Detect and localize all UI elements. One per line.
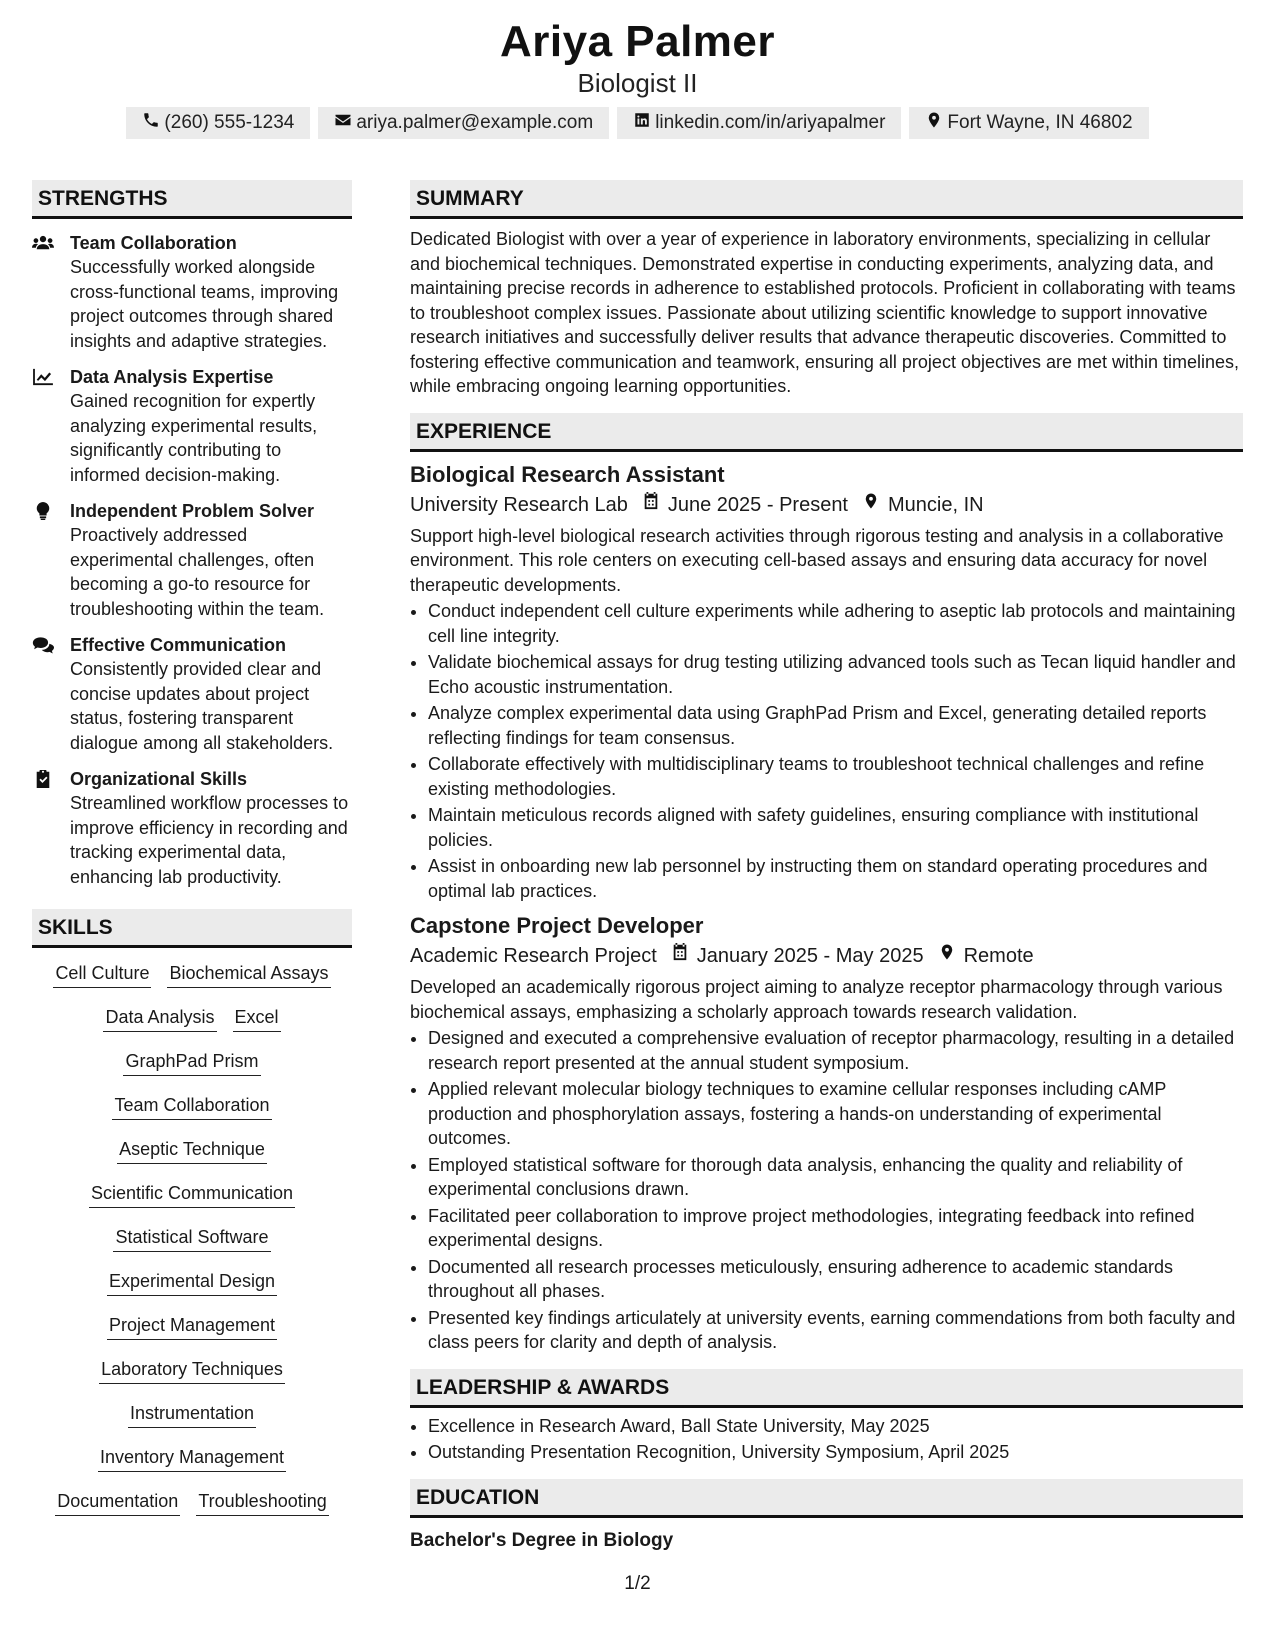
strength-item (32, 231, 352, 353)
linkedin-icon (633, 111, 651, 135)
job-location: Muncie, IN (888, 493, 984, 516)
list-item: • Conduct independent cell culture experiments while adhering to aseptic lab protocols and maintaining cell line integrity. (428, 599, 1243, 648)
strengths-heading: STRENGTHS (32, 180, 352, 219)
chart-line-icon (32, 365, 70, 487)
right-column (410, 180, 1243, 1552)
contact-linkedin[interactable] (617, 107, 901, 139)
skill-tag: Experimental Design (107, 1270, 277, 1296)
skill-tag: Cell Culture (53, 962, 151, 988)
job-dates: January 2025 - May 2025 (696, 945, 924, 967)
list-item: • Designed and executed a comprehensive evaluation of receptor pharmacology, resulting in a detailed research report presented at the annual student symposium. (428, 1026, 1243, 1075)
map-pin-icon (932, 941, 956, 971)
skill-tag: Team Collaboration (112, 1094, 271, 1120)
skill-tag: Project Management (107, 1314, 277, 1340)
list-item: • Facilitated peer collaboration to improve project methodologies, integrating feedback into refined experimental designs. (428, 1204, 1243, 1253)
list-item: • Analyze complex experimental data using GraphPad Prism and Excel, generating detailed reports reflecting findings for team consensus. (428, 701, 1243, 750)
job-description: Support high-level biological research activities through rigorous testing and analysis in a collaborative environment. This role centers on executing cell-based assays and ensuring data accuracy for novel therapeutic developments. (410, 525, 1224, 595)
summary-heading: SUMMARY (410, 180, 1243, 219)
job-bullets (410, 1026, 1243, 1355)
comments-icon (32, 633, 70, 755)
contact-location (909, 107, 1148, 139)
email-text: ariya.palmer@example.com (356, 112, 594, 134)
job-org: Academic Research Project (410, 945, 657, 967)
strength-desc: Streamlined workflow processes to improve efficiency in recording and tracking experimental data, enhancing lab productivity. (70, 793, 349, 887)
awards-heading: LEADERSHIP & AWARDS (410, 1369, 1243, 1408)
skills-heading: SKILLS (32, 909, 352, 948)
strength-item (32, 767, 352, 889)
list-item: • Documented all research processes meticulously, ensuring adherence to academic standards throughout all phases. (428, 1255, 1243, 1304)
job-meta (410, 490, 1243, 520)
job-org: University Research Lab (410, 493, 628, 516)
list-item: • Applied relevant molecular biology techniques to examine cellular responses including cAMP production and phosphorylation assays, fostering a hands-on understanding of experimental outcomes. (428, 1077, 1243, 1151)
list-item: • Validate biochemical assays for drug testing utilizing advanced tools such as Tecan liquid handler and Echo acoustic instrumentation. (428, 650, 1243, 699)
calendar-icon (636, 490, 660, 520)
strength-item (32, 365, 352, 487)
strength-title: Data Analysis Expertise (70, 367, 274, 387)
list-item: • Excellence in Research Award, Ball State University, May 2025 (428, 1414, 1243, 1439)
strength-title: Independent Problem Solver (70, 501, 315, 521)
list-item: • Outstanding Presentation Recognition, University Symposium, April 2025 (428, 1440, 1243, 1465)
list-item: • Presented key findings articulately at university events, earning commendations from both faculty and class peers for clarity and depth of analysis. (428, 1306, 1243, 1355)
degree-title: Bachelor's Degree in Biology (410, 1529, 674, 1551)
job-meta (410, 941, 1243, 971)
map-pin-icon (856, 490, 880, 520)
list-item: • Employed statistical software for thorough data analysis, enhancing the quality and reliability of experimental conclusions drawn. (428, 1153, 1243, 1202)
location-text: Fort Wayne, IN 46802 (947, 112, 1133, 134)
skill-tag: Data Analysis (103, 1006, 216, 1032)
lightbulb-icon (32, 499, 70, 621)
strength-desc: Gained recognition for expertly analyzing experimental results, significantly contributing to informed decision-making. (70, 391, 318, 485)
job-entry (410, 911, 1243, 1355)
skill-tag: Biochemical Assays (167, 962, 330, 988)
skills-list (32, 962, 352, 1516)
resume-body (32, 180, 1243, 1552)
education-heading: EDUCATION (410, 1479, 1243, 1518)
phone-text: (260) 555-1234 (164, 112, 295, 134)
strength-item (32, 633, 352, 755)
skill-tag: Documentation (55, 1490, 180, 1516)
calendar-icon (665, 941, 689, 971)
awards-list (410, 1414, 1243, 1465)
strength-item (32, 499, 352, 621)
job-description: Developed an academically rigorous project aiming to analyze receptor pharmacology through various biochemical assays, emphasizing a scholarly approach towards research validation. (410, 977, 1223, 1022)
skill-tag: GraphPad Prism (123, 1050, 260, 1076)
phone-icon (142, 111, 160, 135)
skill-tag: Troubleshooting (196, 1490, 328, 1516)
skill-tag: Instrumentation (128, 1402, 256, 1428)
skill-tag: Scientific Communication (89, 1182, 295, 1208)
strength-title: Effective Communication (70, 635, 287, 655)
strength-title: Team Collaboration (70, 233, 237, 253)
skill-tag: Laboratory Techniques (99, 1358, 285, 1384)
skill-tag: Aseptic Technique (117, 1138, 267, 1164)
resume-header (0, 0, 1275, 139)
list-item: • Assist in onboarding new lab personnel by instructing them on standard operating procedures and optimal lab practices. (428, 854, 1243, 903)
skill-tag: Inventory Management (98, 1446, 286, 1472)
strength-desc: Consistently provided clear and concise updates about project status, fostering transparent dialogue among all stakeholders. (70, 659, 334, 753)
left-column (32, 180, 352, 1552)
users-icon (32, 231, 70, 353)
job-title: Biological Research Assistant (410, 461, 725, 487)
list-item: • Collaborate effectively with multidisciplinary teams to troubleshoot technical challenges and refine existing methodologies. (428, 752, 1243, 801)
strength-title: Organizational Skills (70, 769, 248, 789)
linkedin-text: linkedin.com/in/ariyapalmer (655, 112, 886, 134)
envelope-icon (334, 111, 352, 135)
contact-email[interactable] (318, 107, 609, 139)
job-location: Remote (963, 945, 1034, 967)
contact-phone[interactable] (126, 107, 310, 139)
strength-desc: Successfully worked alongside cross-functional teams, improving project outcomes through shared insights and adaptive strategies. (70, 257, 339, 351)
skill-tag: Excel (233, 1006, 281, 1032)
job-bullets (410, 599, 1243, 903)
contact-bar (0, 107, 1275, 139)
strength-desc: Proactively addressed experimental challenges, often becoming a go-to resource for troubleshooting within the team. (70, 525, 325, 619)
skill-tag: Statistical Software (113, 1226, 270, 1252)
job-dates: June 2025 - Present (667, 493, 848, 516)
clipboard-check-icon (32, 767, 70, 889)
candidate-title: Biologist II (577, 68, 698, 99)
list-item: • Maintain meticulous records aligned with safety guidelines, ensuring compliance with institutional policies. (428, 803, 1243, 852)
candidate-name: Ariya Palmer (499, 17, 776, 66)
experience-heading: EXPERIENCE (410, 413, 1243, 452)
map-pin-icon (925, 111, 943, 135)
job-title: Capstone Project Developer (410, 913, 704, 938)
page-number: 1/2 (624, 1573, 651, 1594)
job-entry (410, 460, 1243, 904)
summary-text: Dedicated Biologist with over a year of experience in laboratory environments, specializing in cellular and biochemical techniques. Demonstrated expertise in conducting experiments, analyzing data, and maintaining precise records in adherence to established protocols. Proficient in collaborating with teams to troubleshoot complex issues. Passionate about utilizing scientific knowledge to support innovative research initiatives and successfully deliver results that advance therapeutic discoveries. Committed to fostering effective communication and teamwork, ensuring all project objectives are met within timelines, while embracing ongoing learning opportunities. (410, 229, 1240, 396)
